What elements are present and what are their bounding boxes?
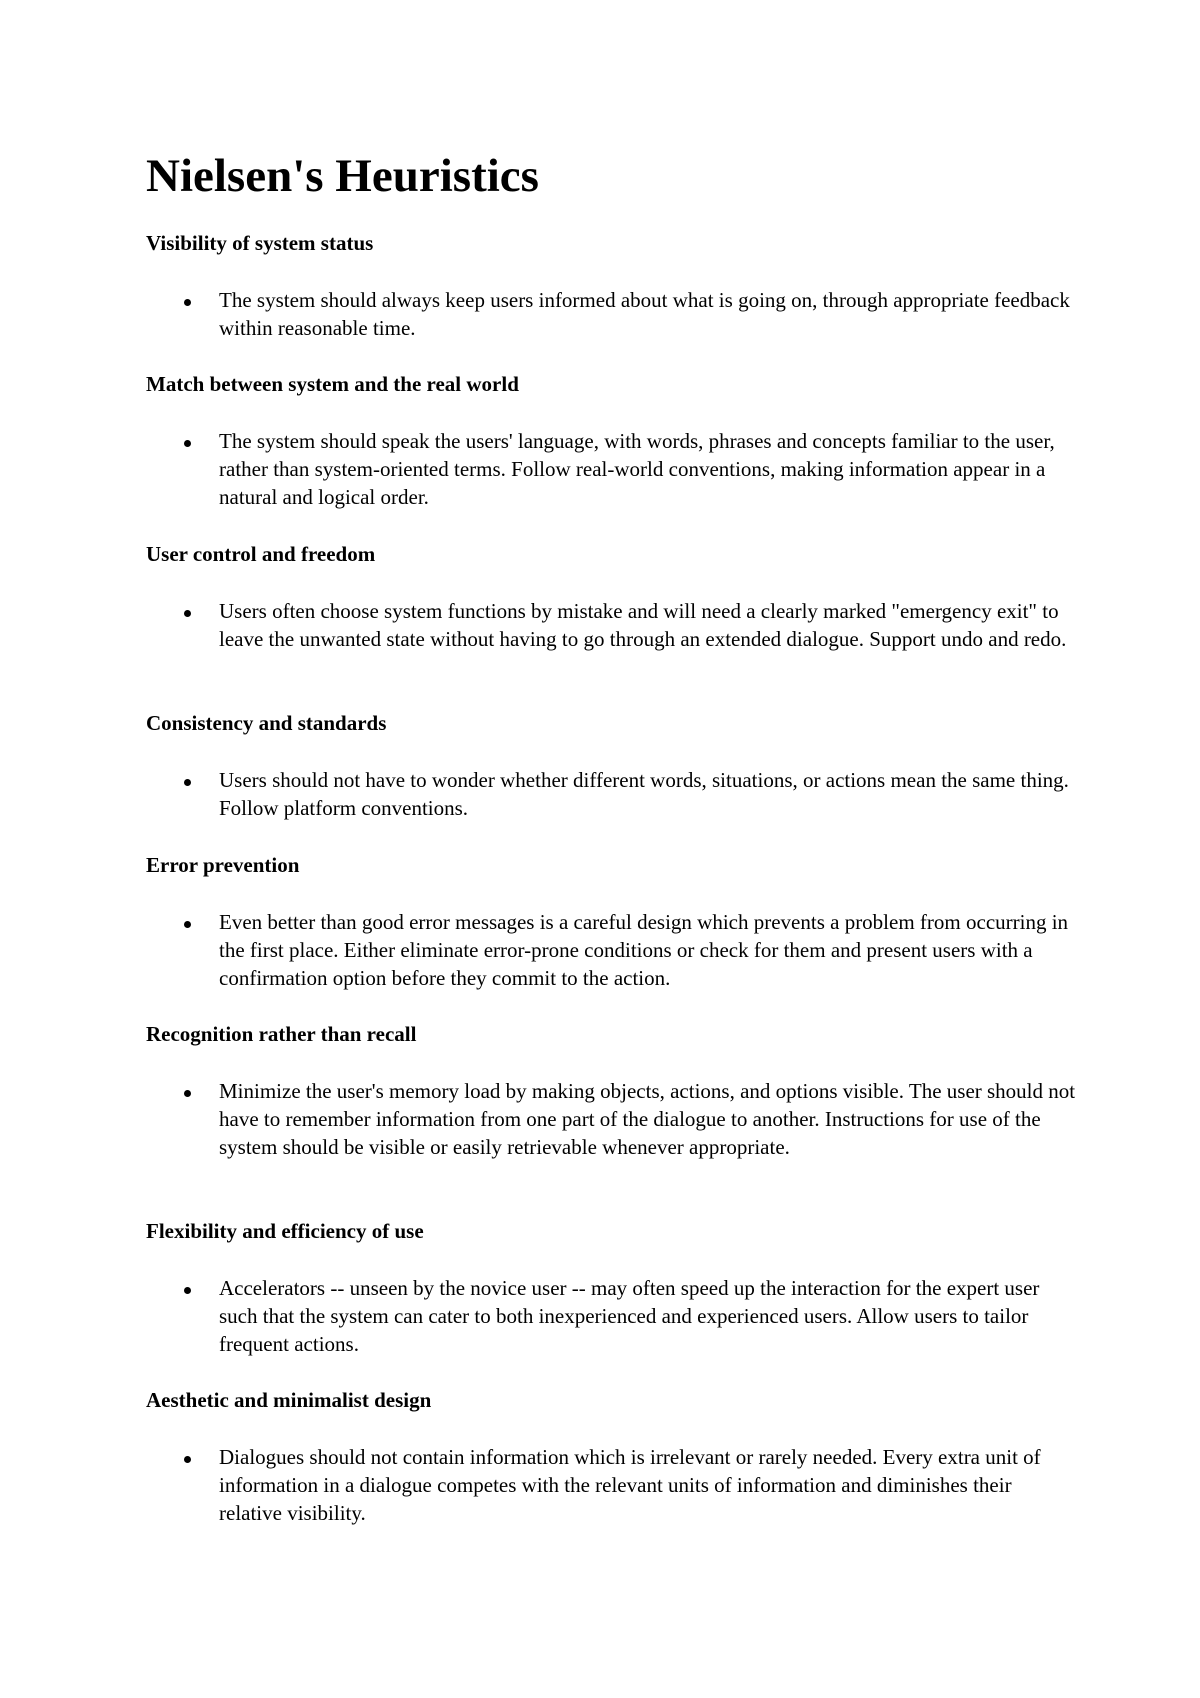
item-text: Even better than good error messages is a careful design which prevents a problem from occurring in the first place. Either eliminate error-prone conditions or check for them and present users with a confirmation option before they commit to the action. <box>219 910 1069 990</box>
item-text: Accelerators -- unseen by the novice user -- may often speed up the interaction for the expert user such that the system can cater to both inexperienced and experienced users. Allow users to tailor frequent actions. <box>219 1276 1040 1356</box>
bullet-list <box>146 427 1076 511</box>
bullet-list <box>146 286 1076 342</box>
list-item <box>146 1274 1076 1358</box>
bullet-icon <box>184 779 191 786</box>
bullet-list <box>146 1274 1076 1358</box>
item-text: Users often choose system functions by mistake and will need a clearly marked "emergency exit" to leave the unwanted state without having to go through an extended dialogue. Support undo and redo. <box>219 599 1067 651</box>
bullet-list <box>146 766 1076 822</box>
bullet-list <box>146 1077 1076 1161</box>
list-item <box>146 1077 1076 1161</box>
list-item <box>146 1443 1076 1527</box>
item-text: Users should not have to wonder whether different words, situations, or actions mean the same thing. Follow platform conventions. <box>219 768 1069 820</box>
heuristic-section <box>146 1021 1076 1161</box>
section-heading: Match between system and the real world <box>146 372 519 396</box>
bullet-list <box>146 1443 1076 1527</box>
list-item <box>146 597 1076 653</box>
bullet-icon <box>184 299 191 306</box>
section-heading: Flexibility and efficiency of use <box>146 1219 424 1243</box>
page-title: Nielsen's Heuristics <box>146 150 539 202</box>
heuristic-section <box>146 541 1076 653</box>
section-heading: Consistency and standards <box>146 711 387 735</box>
heuristic-section <box>146 1387 1076 1527</box>
bullet-icon <box>184 1456 191 1463</box>
item-text: The system should speak the users' language, with words, phrases and concepts familiar to the user, rather than system-oriented terms. Follow real-world conventions, making information appear in a natural and logical order. <box>219 429 1055 509</box>
list-item <box>146 766 1076 822</box>
heuristic-section <box>146 1218 1076 1358</box>
bullet-list <box>146 597 1076 653</box>
item-text: Dialogues should not contain information which is irrelevant or rarely needed. Every extra unit of information in a dialogue competes with the relevant units of information and diminishes their relative visibility. <box>219 1445 1041 1525</box>
list-item <box>146 908 1076 992</box>
heuristic-section <box>146 230 1076 342</box>
item-text: The system should always keep users informed about what is going on, through appropriate feedback within reasonable time. <box>219 288 1070 340</box>
bullet-list <box>146 908 1076 992</box>
heuristic-section <box>146 710 1076 822</box>
list-item <box>146 286 1076 342</box>
bullet-icon <box>184 1090 191 1097</box>
heuristic-section <box>146 371 1076 511</box>
bullet-icon <box>184 610 191 617</box>
section-heading: Recognition rather than recall <box>146 1022 417 1046</box>
bullet-icon <box>184 1287 191 1294</box>
section-heading: Aesthetic and minimalist design <box>146 1388 432 1412</box>
section-heading: Error prevention <box>146 853 300 877</box>
bullet-icon <box>184 440 191 447</box>
section-heading: User control and freedom <box>146 542 376 566</box>
item-text: Minimize the user's memory load by making objects, actions, and options visible. The user should not have to remember information from one part of the dialogue to another. Instructions for use of the system should be visible or easily retrievable whenever appropriate. <box>219 1079 1076 1159</box>
bullet-icon <box>184 921 191 928</box>
heuristic-section <box>146 852 1076 992</box>
list-item <box>146 427 1076 511</box>
section-heading: Visibility of system status <box>146 231 374 255</box>
